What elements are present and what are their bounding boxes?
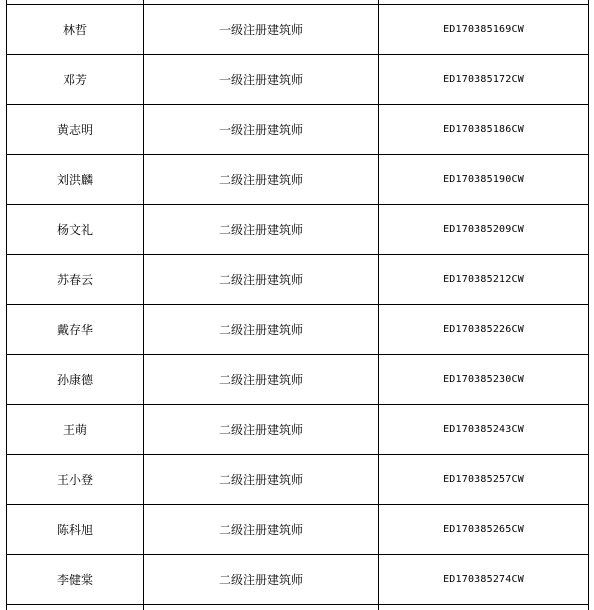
- qualification-cell: 二级注册建筑师: [144, 155, 379, 205]
- certificate-number-cell: ED170385230CW: [379, 355, 589, 405]
- name-cell: 戴存华: [7, 305, 144, 355]
- certificate-number-cell: [379, 605, 589, 610]
- table-row: [7, 155, 589, 205]
- certificate-number-cell: ED170385265CW: [379, 505, 589, 555]
- certificate-number-cell: ED170385243CW: [379, 405, 589, 455]
- name-cell: 王小登: [7, 455, 144, 505]
- table-row: [7, 205, 589, 255]
- qualification-cell: 一级注册建筑师: [144, 5, 379, 55]
- name-cell: 黄志明: [7, 105, 144, 155]
- registry-table: [6, 0, 589, 610]
- table-row: [7, 455, 589, 505]
- table-row: [7, 55, 589, 105]
- certificate-number-cell: ED170385186CW: [379, 105, 589, 155]
- name-cell: 王萌: [7, 405, 144, 455]
- name-cell: 陈科旭: [7, 505, 144, 555]
- qualification-cell: 一级注册建筑师: [144, 105, 379, 155]
- qualification-cell: 二级注册建筑师: [144, 255, 379, 305]
- name-cell: 邓芳: [7, 55, 144, 105]
- certificate-number-cell: ED170385226CW: [379, 305, 589, 355]
- table-row: [7, 305, 589, 355]
- name-cell: 孙康德: [7, 355, 144, 405]
- certificate-number-cell: ED170385190CW: [379, 155, 589, 205]
- table-row: [7, 355, 589, 405]
- table-row: [7, 605, 589, 610]
- certificate-number-cell: ED170385209CW: [379, 205, 589, 255]
- certificate-number-cell: ED170385169CW: [379, 5, 589, 55]
- name-cell: 刘洪麟: [7, 155, 144, 205]
- name-cell: 苏春云: [7, 255, 144, 305]
- table-row: [7, 405, 589, 455]
- certificate-number-cell: ED170385257CW: [379, 455, 589, 505]
- name-cell: 林哲: [7, 5, 144, 55]
- qualification-cell: 二级注册建筑师: [144, 305, 379, 355]
- table-row: [7, 255, 589, 305]
- certificate-number-cell: ED170385172CW: [379, 55, 589, 105]
- qualification-cell: 二级注册建筑师: [144, 455, 379, 505]
- name-cell: 李健棠: [7, 555, 144, 605]
- certificate-number-cell: ED170385212CW: [379, 255, 589, 305]
- qualification-cell: 二级注册建筑师: [144, 405, 379, 455]
- qualification-cell: 二级注册建筑师: [144, 205, 379, 255]
- qualification-cell: 一级注册建筑师: [144, 55, 379, 105]
- qualification-cell: [144, 605, 379, 610]
- certificate-number-cell: ED170385274CW: [379, 555, 589, 605]
- qualification-cell: 二级注册建筑师: [144, 505, 379, 555]
- table-row: [7, 105, 589, 155]
- name-cell: [7, 605, 144, 610]
- table-row: [7, 5, 589, 55]
- qualification-cell: 二级注册建筑师: [144, 355, 379, 405]
- name-cell: 杨文礼: [7, 205, 144, 255]
- qualification-cell: 二级注册建筑师: [144, 555, 379, 605]
- table-row: [7, 555, 589, 605]
- table-row: [7, 505, 589, 555]
